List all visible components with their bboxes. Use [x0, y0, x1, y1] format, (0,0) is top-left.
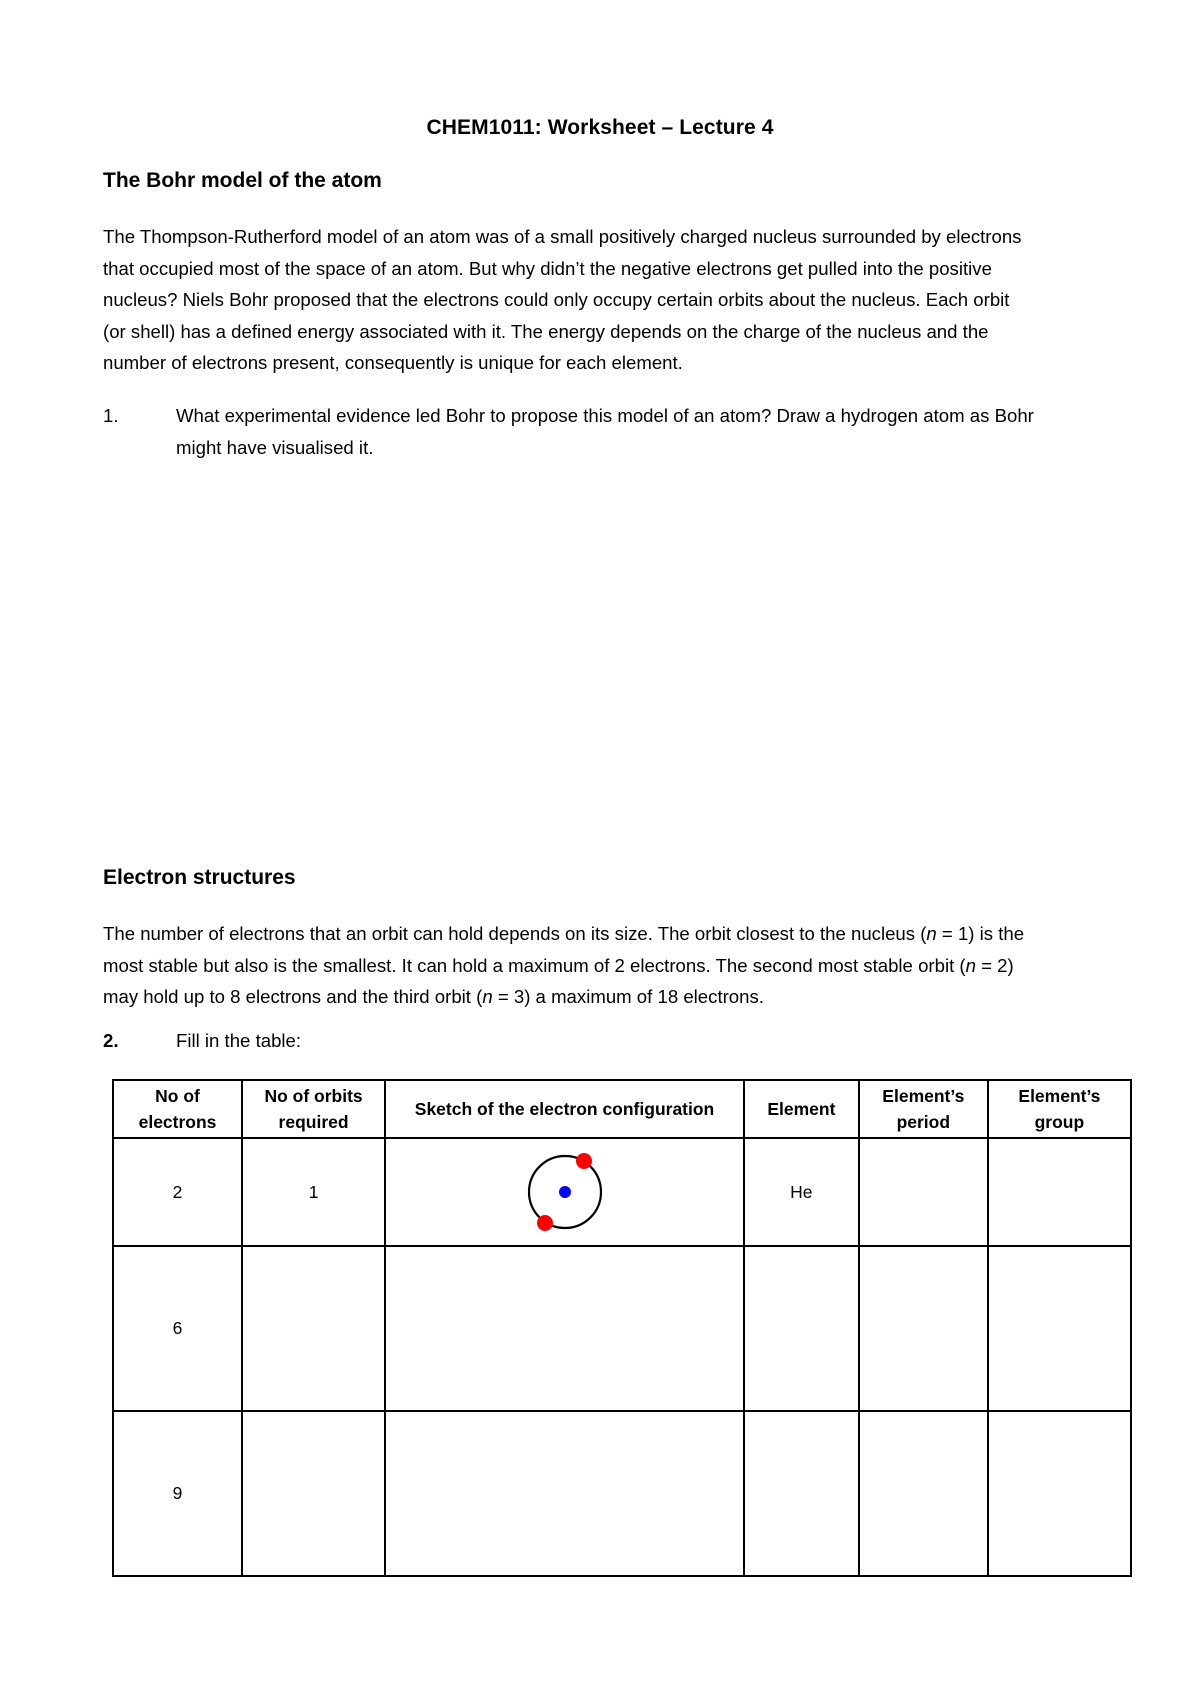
n-variable: n: [965, 954, 976, 976]
header-line: required: [278, 1112, 349, 1132]
n-variable: n: [482, 986, 493, 1007]
cell-electrons: 9: [113, 1411, 242, 1576]
bohr-model-paragraph: [103, 221, 1133, 379]
table-row: [113, 1246, 1131, 1411]
paragraph-line: [103, 981, 1133, 1013]
cell-element: He: [744, 1138, 859, 1246]
document-title: CHEM1011: Worksheet – Lecture 4: [426, 116, 774, 139]
section-heading-bohr-model: The Bohr model of the atom: [103, 169, 382, 192]
paragraph-line: number of electrons present, consequently is unique for each element.: [103, 352, 683, 373]
text-run: The number of electrons that an orbit can hold depends on its size. The orbit closest to the nucleus (: [103, 923, 927, 944]
cell-period: [859, 1138, 988, 1246]
paragraph-line: (or shell) has a defined energy associated with it. The energy depends on the charge of the nucleus and the: [103, 320, 989, 342]
header-element-group: [988, 1080, 1131, 1138]
header-line: period: [896, 1112, 951, 1132]
paragraph-line: that occupied most of the space of an atom. But why didn’t the negative electrons get pulled into the positive: [103, 257, 992, 279]
bohr-diagram-helium: [520, 1147, 610, 1237]
paragraph-line: [103, 950, 1133, 982]
cell-sketch: [385, 1138, 744, 1246]
electron-structures-paragraph: [103, 918, 1133, 1013]
table-header-row: [113, 1080, 1131, 1138]
text-run: may hold up to 8 electrons and the third orbit (: [103, 986, 483, 1007]
cell-sketch: [385, 1411, 744, 1576]
electron-configuration-table: [112, 1079, 1132, 1577]
cell-orbits: 1: [242, 1138, 385, 1246]
text-run: = 1) is the: [936, 923, 1025, 944]
table-row: [113, 1411, 1131, 1576]
question-number: 1.: [103, 405, 119, 426]
text-run: = 3) a maximum of 18 electrons.: [492, 986, 764, 1007]
cell-electrons: 6: [113, 1246, 242, 1411]
header-line: electrons: [138, 1112, 217, 1132]
section-heading-electron-structures: Electron structures: [103, 866, 296, 889]
electron-dot: [537, 1215, 553, 1231]
paragraph-line: The Thompson-Rutherford model of an atom was of a small positively charged nucleus surrounded by electrons: [103, 226, 1022, 247]
header-no-of-orbits: [242, 1080, 385, 1138]
header-line: No of orbits: [264, 1086, 363, 1106]
cell-period: [859, 1411, 988, 1576]
question-number: 2.: [103, 1030, 119, 1051]
text-run: most stable but also is the smallest. It can hold a maximum of 2 electrons. The second most stable orbit (: [103, 954, 966, 976]
text-run: = 2): [975, 954, 1014, 976]
header-line: Element’s: [882, 1086, 965, 1106]
question-line: What experimental evidence led Bohr to propose this model of an atom? Draw a hydrogen atom as Bohr: [176, 405, 1034, 426]
nucleus-dot: [559, 1186, 571, 1198]
cell-element: [744, 1246, 859, 1411]
header-line: Element’s: [1018, 1086, 1101, 1106]
header-no-of-electrons: [113, 1080, 242, 1138]
header-element-period: [859, 1080, 988, 1138]
cell-orbits: [242, 1411, 385, 1576]
cell-orbits: [242, 1246, 385, 1411]
question-text: [176, 400, 1136, 463]
question-text: Fill in the table:: [176, 1030, 302, 1051]
electron-dot: [576, 1153, 592, 1169]
header-element: Element: [744, 1080, 859, 1138]
cell-period: [859, 1246, 988, 1411]
cell-group: [988, 1411, 1131, 1576]
paragraph-line: [103, 918, 1133, 950]
question-line: might have visualised it.: [176, 436, 374, 458]
paragraph-line: nucleus? Niels Bohr proposed that the electrons could only occupy certain orbits about the nucleus. Each orbit: [103, 289, 1010, 310]
header-sketch: Sketch of the electron configuration: [385, 1080, 744, 1138]
cell-group: [988, 1246, 1131, 1411]
n-variable: n: [926, 923, 937, 944]
cell-group: [988, 1138, 1131, 1246]
cell-sketch: [385, 1246, 744, 1411]
table-row: [113, 1138, 1131, 1246]
cell-element: [744, 1411, 859, 1576]
cell-electrons: 2: [113, 1138, 242, 1246]
header-line: group: [1034, 1112, 1085, 1132]
header-line: No of: [155, 1086, 200, 1106]
